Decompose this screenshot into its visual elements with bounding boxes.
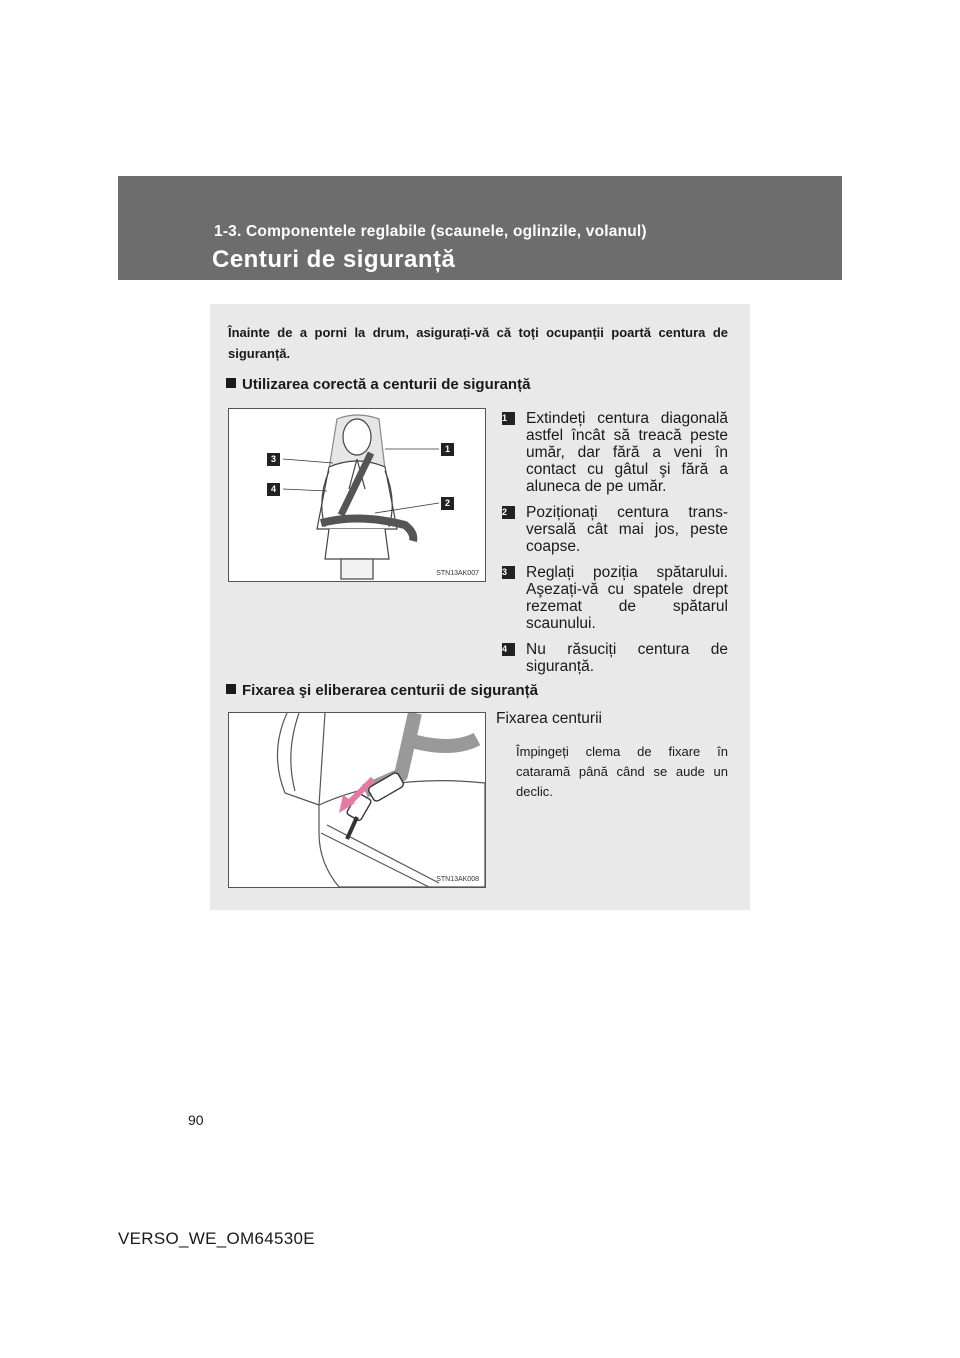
section1-heading — [226, 376, 530, 393]
step-text: Reglați poziția spătarului. Aşezați-vă cu spatele drept rezemat de spătarul scaunului. — [526, 564, 728, 632]
bullet-square-icon — [226, 378, 236, 388]
buckle-figure — [228, 712, 486, 888]
step-item — [502, 641, 728, 675]
fix-description: Împingeți clema de fixare în cataramă până când se aude un declic. — [516, 744, 728, 799]
step-text: Poziționați centura trans-versală cât mai jos, peste coapse. — [526, 504, 728, 555]
page-title: Centuri de siguranță — [212, 246, 456, 273]
buckle-illustration — [229, 713, 485, 887]
step-number: 3 — [502, 566, 515, 579]
seatbelt-figure — [228, 408, 486, 582]
callout-1: 1 — [441, 443, 454, 456]
content-box — [210, 304, 750, 910]
step-text: Nu răsuciți centura de siguranță. — [526, 641, 728, 675]
intro-text: Înainte de a porni la drum, asigurați-vă că toți ocupanții poartă centura de siguranță. — [228, 325, 728, 361]
step-number: 4 — [502, 643, 515, 656]
figure2-code: STN13AK008 — [436, 876, 479, 883]
section-label: 1-3. Componentele reglabile (scaunele, oglinzile, volanul) — [214, 223, 647, 240]
step-number: 2 — [502, 506, 515, 519]
section2-heading — [226, 682, 538, 699]
step-item — [502, 504, 728, 555]
fix-title: Fixarea centurii — [496, 710, 602, 727]
step-item — [502, 410, 728, 495]
step-item — [502, 564, 728, 632]
section2-heading-text: Fixarea şi eliberarea centurii de siguranță — [242, 682, 538, 699]
steps-list — [502, 410, 728, 684]
section1-heading-text: Utilizarea corectă a centurii de siguranță — [242, 376, 531, 393]
page-number: 90 — [188, 1112, 204, 1128]
step-number: 1 — [502, 412, 515, 425]
callout-4: 4 — [267, 483, 280, 496]
callout-2: 2 — [441, 497, 454, 510]
bullet-square-icon — [226, 684, 236, 694]
figure1-code: STN13AK007 — [436, 570, 479, 577]
step-text: Extindeți centura diagonală astfel încât să treacă peste umăr, dar fără a veni în contact cu gâtul şi fără a aluneca de pe umăr. — [526, 410, 728, 495]
callout-3: 3 — [267, 453, 280, 466]
document-code: VERSO_WE_OM64530E — [118, 1229, 315, 1248]
header-band — [118, 176, 842, 280]
